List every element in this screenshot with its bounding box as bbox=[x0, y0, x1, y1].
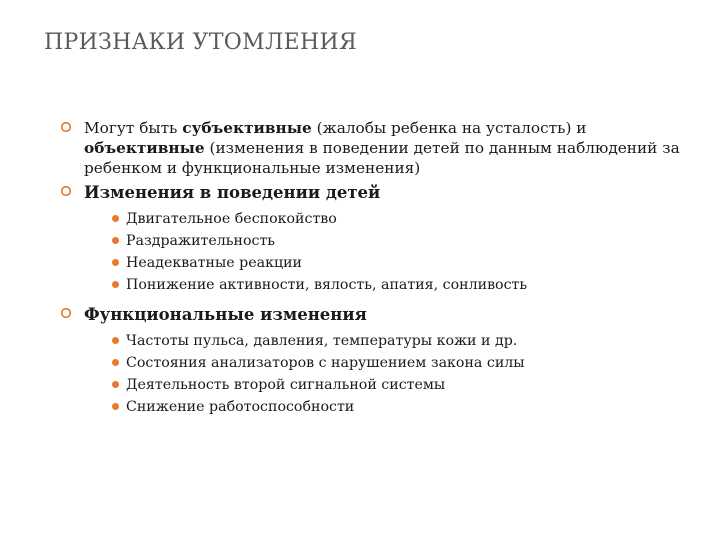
list-item-text: Снижение работоспособности bbox=[126, 399, 355, 415]
list-item-text: Раздражительность bbox=[126, 233, 276, 249]
dot-bullet-icon bbox=[112, 359, 119, 366]
dot-bullet-icon bbox=[112, 337, 119, 344]
bullet-item-behavior bbox=[60, 182, 700, 296]
list-item bbox=[112, 208, 700, 230]
slide-title: ПРИЗНАКИ УТОМЛЕНИЯ bbox=[44, 30, 358, 55]
circle-bullet-icon bbox=[60, 185, 72, 197]
text-part: (жалобы ребенка на усталость) и bbox=[311, 119, 587, 137]
behavior-heading: Изменения в поведении детей bbox=[84, 183, 381, 202]
list-item bbox=[112, 274, 700, 296]
circle-bullet-icon bbox=[60, 307, 72, 319]
subjective-term: субъективные bbox=[182, 119, 312, 137]
behavior-sublist bbox=[84, 208, 700, 296]
list-item bbox=[112, 330, 700, 352]
list-item-text: Состояния анализаторов с нарушением закона силы bbox=[126, 355, 525, 371]
text-part: (изменения в поведении детей по данным наблюдений за ребенком и функциональные изменения) bbox=[84, 139, 680, 177]
dot-bullet-icon bbox=[112, 281, 119, 288]
list-item-text: Понижение активности, вялость, апатия, сонливость bbox=[126, 277, 528, 293]
bullet-item-signs bbox=[60, 118, 700, 178]
text-part: Могут быть bbox=[84, 119, 183, 137]
dot-bullet-icon bbox=[112, 381, 119, 388]
list-item bbox=[112, 230, 700, 252]
list-item-text: Частоты пульса, давления, температуры кожи и др. bbox=[126, 333, 518, 349]
bullet-list bbox=[60, 118, 700, 418]
dot-bullet-icon bbox=[112, 403, 119, 410]
list-item bbox=[112, 352, 700, 374]
signs-paragraph bbox=[84, 118, 700, 178]
functional-sublist bbox=[84, 330, 700, 418]
objective-term: объективные bbox=[84, 139, 205, 157]
functional-heading: Функциональные изменения bbox=[84, 305, 367, 324]
list-item bbox=[112, 396, 700, 418]
list-item bbox=[112, 374, 700, 396]
dot-bullet-icon bbox=[112, 237, 119, 244]
list-item bbox=[112, 252, 700, 274]
list-item-text: Неадекватные реакции bbox=[126, 255, 303, 271]
list-item-text: Деятельность второй сигнальной системы bbox=[126, 377, 446, 393]
dot-bullet-icon bbox=[112, 215, 119, 222]
circle-bullet-icon bbox=[60, 121, 72, 133]
list-item-text: Двигательное беспокойство bbox=[126, 211, 337, 227]
bullet-item-functional bbox=[60, 304, 700, 418]
dot-bullet-icon bbox=[112, 259, 119, 266]
